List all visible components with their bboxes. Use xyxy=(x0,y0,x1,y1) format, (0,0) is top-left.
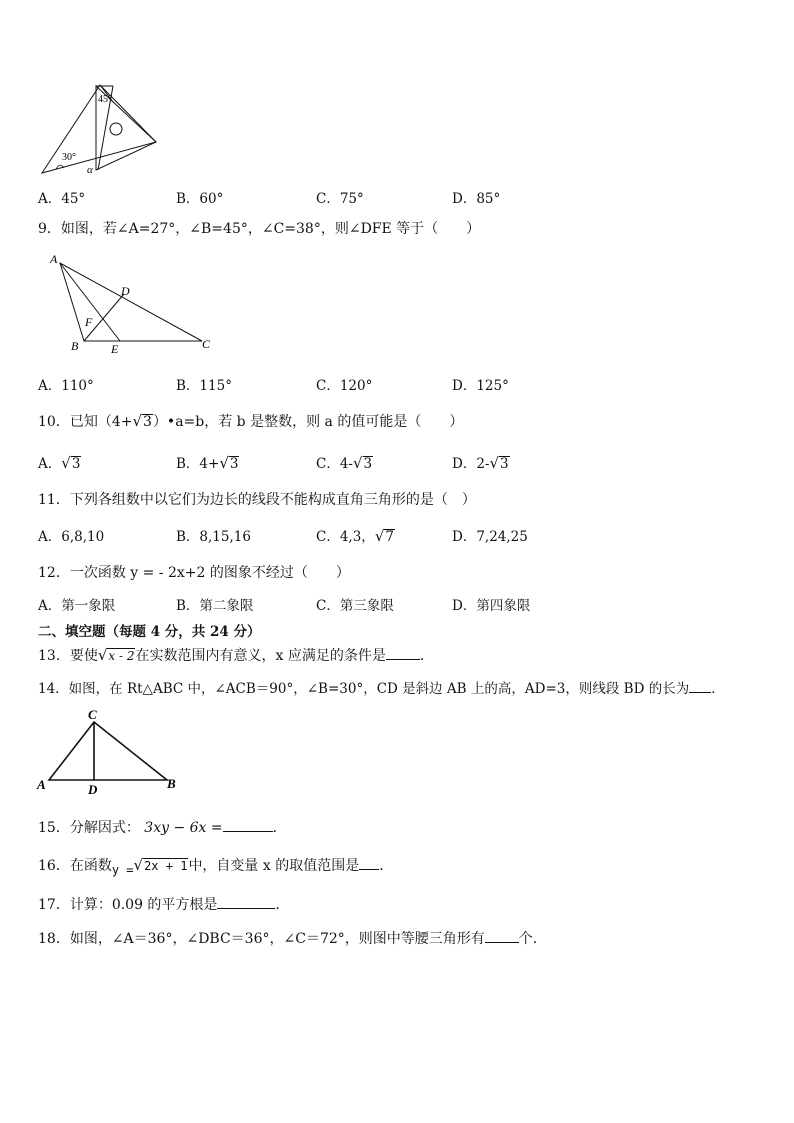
q18-answer-blank[interactable] xyxy=(485,930,519,943)
q8-option-c[interactable]: C．75° xyxy=(316,191,364,207)
q9-option-c[interactable]: C．120° xyxy=(316,378,373,394)
q9-option-a[interactable]: A．110° xyxy=(38,378,94,394)
q10-option-c[interactable]: C．4-√3 xyxy=(316,454,373,472)
q15: 15．分解因式： 3xy − 6x = ． xyxy=(38,820,287,836)
q10-option-b[interactable]: B．4+√3 xyxy=(176,454,239,472)
q11-option-a[interactable]: A．6,8,10 xyxy=(38,529,105,545)
q12-option-b[interactable]: B．第二象限 xyxy=(176,598,254,614)
svg-text:A: A xyxy=(50,252,58,266)
q9-stem: 9．如图，若∠A=27°，∠B=45°，∠C=38°，则∠DFE 等于（ ） xyxy=(38,221,481,237)
q8-option-d[interactable]: D．85° xyxy=(452,191,501,207)
section-title-fill-in: 二、填空题（每题 4 分，共 24 分） xyxy=(38,624,261,640)
svg-text:D: D xyxy=(88,782,98,797)
q13-answer-blank[interactable] xyxy=(386,647,420,660)
svg-text:E: E xyxy=(111,342,119,356)
q11-option-b[interactable]: B．8,15,16 xyxy=(176,529,251,545)
svg-text:C: C xyxy=(202,337,211,351)
q16-answer-blank[interactable] xyxy=(359,857,379,870)
q10-stem: 10．已知（4+√3）•a=b，若 b 是整数，则 a 的值可能是（ ） xyxy=(38,412,464,430)
angle-alpha-label: α xyxy=(87,164,93,176)
q12-option-a[interactable]: A．第一象限 xyxy=(38,598,116,614)
svg-text:D: D xyxy=(121,284,130,298)
q11-option-c[interactable]: C．4,3，√7 xyxy=(316,527,394,545)
q12-stem: 12．一次函数 y = - 2x+2 的图象不经过（ ） xyxy=(38,565,350,581)
svg-text:C: C xyxy=(88,707,97,722)
q13: 13．要使√x - 2在实数范围内有意义，x 应满足的条件是 ． xyxy=(38,646,434,664)
q11-option-d[interactable]: D．7,24,25 xyxy=(452,529,528,545)
q8-option-a[interactable]: A．45° xyxy=(38,191,86,207)
svg-text:F: F xyxy=(85,315,93,329)
q14-answer-blank[interactable] xyxy=(689,680,711,693)
q9-option-d[interactable]: D．125° xyxy=(452,378,509,394)
q14: 14．如图，在 Rt△ABC 中，∠ACB＝90°，∠B=30°，CD 是斜边 AB 上的高，AD=3，则线段 BD 的长为 ． xyxy=(38,681,725,697)
q10-option-d[interactable]: D．2-√3 xyxy=(452,454,509,472)
svg-text:A: A xyxy=(37,777,46,792)
q18: 18．如图，∠A＝36°，∠DBC＝36°，∠C＝72°，则图中等腰三角形有 个． xyxy=(38,931,547,947)
set-square-hole xyxy=(110,123,122,135)
q10-option-a[interactable]: A．√3 xyxy=(38,454,81,472)
angle-30-label: 30° xyxy=(62,152,76,163)
q12-option-c[interactable]: C．第三象限 xyxy=(316,598,394,614)
svg-text:B: B xyxy=(71,339,79,353)
q16: 16．在函数y =√2x + 1中，自变量 x 的取值范围是 ． xyxy=(38,856,394,877)
svg-text:B: B xyxy=(167,776,176,791)
q12-option-d[interactable]: D．第四象限 xyxy=(452,598,531,614)
set-square-figure xyxy=(38,80,163,178)
q11-stem: 11．下列各组数中以它们为边长的线段不能构成直角三角形的是（ ） xyxy=(38,492,476,508)
q8-option-b[interactable]: B．60° xyxy=(176,191,224,207)
angle-45-label: 45° xyxy=(98,94,112,105)
q9-triangle-figure xyxy=(44,250,224,358)
q14-triangle-figure xyxy=(36,706,186,798)
q17-answer-blank[interactable] xyxy=(217,896,275,909)
q17: 17．计算：0.09 的平方根是 ． xyxy=(38,897,290,913)
q15-answer-blank[interactable] xyxy=(223,819,273,832)
q9-option-b[interactable]: B．115° xyxy=(176,378,232,394)
